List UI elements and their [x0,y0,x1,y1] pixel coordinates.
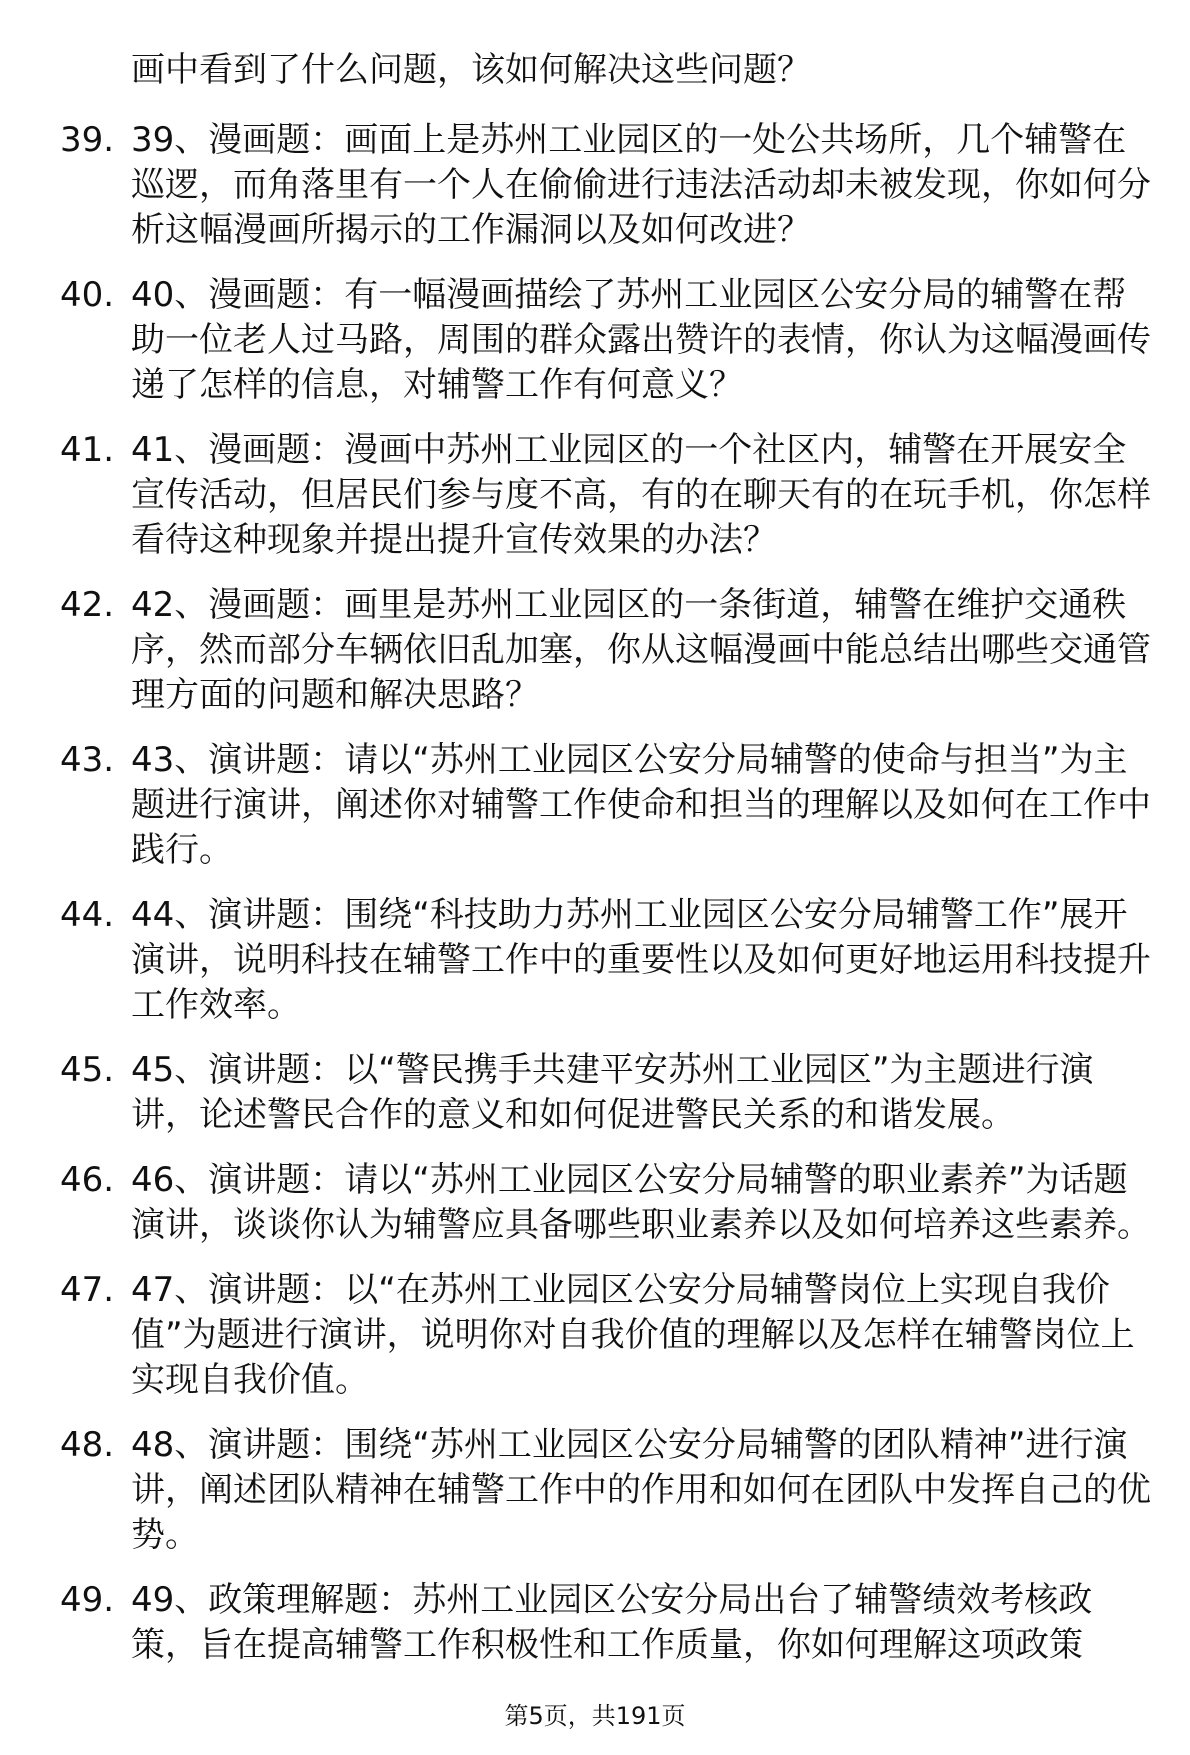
question-item [0,1158,1190,1248]
question-item [0,428,1190,563]
question-number: 47. [60,1270,115,1310]
question-number: 41. [60,430,115,470]
question-number: 45. [60,1050,115,1090]
question-text: 41、漫画题：漫画中苏州工业园区的一个社区内，辅警在开展安全宣传活动，但居民们参与度不高，有的在聊天有的在玩手机，你怎样看待这种现象并提出提升宣传效果的办法？ [131,430,1151,560]
question-number: 49. [60,1580,115,1620]
question-number: 43. [60,740,115,780]
question-item [0,583,1190,718]
question-number: 39. [60,120,115,160]
question-item [0,738,1190,873]
question-text: 39、漫画题：画面上是苏州工业园区的一处公共场所，几个辅警在巡逻，而角落里有一个人在偷偷进行违法活动却未被发现，你如何分析这幅漫画所揭示的工作漏洞以及如何改进？ [131,120,1151,250]
question-item [0,893,1190,1028]
question-item [0,273,1190,408]
question-text: 42、漫画题：画里是苏州工业园区的一条街道，辅警在维护交通秩序，然而部分车辆依旧乱加塞，你从这幅漫画中能总结出哪些交通管理方面的问题和解决思路？ [131,585,1151,715]
question-item [0,118,1190,253]
question-list [0,118,1190,1688]
question-item [0,1048,1190,1138]
question-text: 47、演讲题：以“在苏州工业园区公安分局辅警岗位上实现自我价值”为题进行演讲，说明你对自我价值的理解以及怎样在辅警岗位上实现自我价值。 [131,1270,1135,1400]
question-number: 46. [60,1160,115,1200]
question-number: 48. [60,1425,115,1465]
question-text: 43、演讲题：请以“苏州工业园区公安分局辅警的使命与担当”为主题进行演讲，阐述你对辅警工作使命和担当的理解以及如何在工作中践行。 [131,740,1151,870]
continuation-text: 画中看到了什么问题，该如何解决这些问题？ [131,50,811,90]
question-text: 40、漫画题：有一幅漫画描绘了苏州工业园区公安分局的辅警在帮助一位老人过马路，周围的群众露出赞许的表情，你认为这幅漫画传递了怎样的信息，对辅警工作有何意义？ [131,275,1151,405]
question-number: 40. [60,275,115,315]
question-text: 44、演讲题：围绕“科技助力苏州工业园区公安分局辅警工作”展开演讲，说明科技在辅警工作中的重要性以及如何更好地运用科技提升工作效率。 [131,895,1151,1025]
question-number: 44. [60,895,115,935]
question-item [0,1578,1190,1668]
question-item [0,1268,1190,1403]
question-text: 49、政策理解题：苏州工业园区公安分局出台了辅警绩效考核政策，旨在提高辅警工作积极性和工作质量，你如何理解这项政策 [131,1580,1093,1665]
question-text: 46、演讲题：请以“苏州工业园区公安分局辅警的职业素养”为话题演讲，谈谈你认为辅警应具备哪些职业素养以及如何培养这些素养。 [131,1160,1151,1245]
question-item [0,1423,1190,1558]
question-number: 42. [60,585,115,625]
question-text: 48、演讲题：围绕“苏州工业园区公安分局辅警的团队精神”进行演讲，阐述团队精神在辅警工作中的作用和如何在团队中发挥自己的优势。 [131,1425,1151,1555]
question-text: 45、演讲题：以“警民携手共建平安苏州工业园区”为主题进行演讲，论述警民合作的意义和如何促进警民关系的和谐发展。 [131,1050,1094,1135]
page-footer: 第5页，共191页 [504,1702,686,1730]
